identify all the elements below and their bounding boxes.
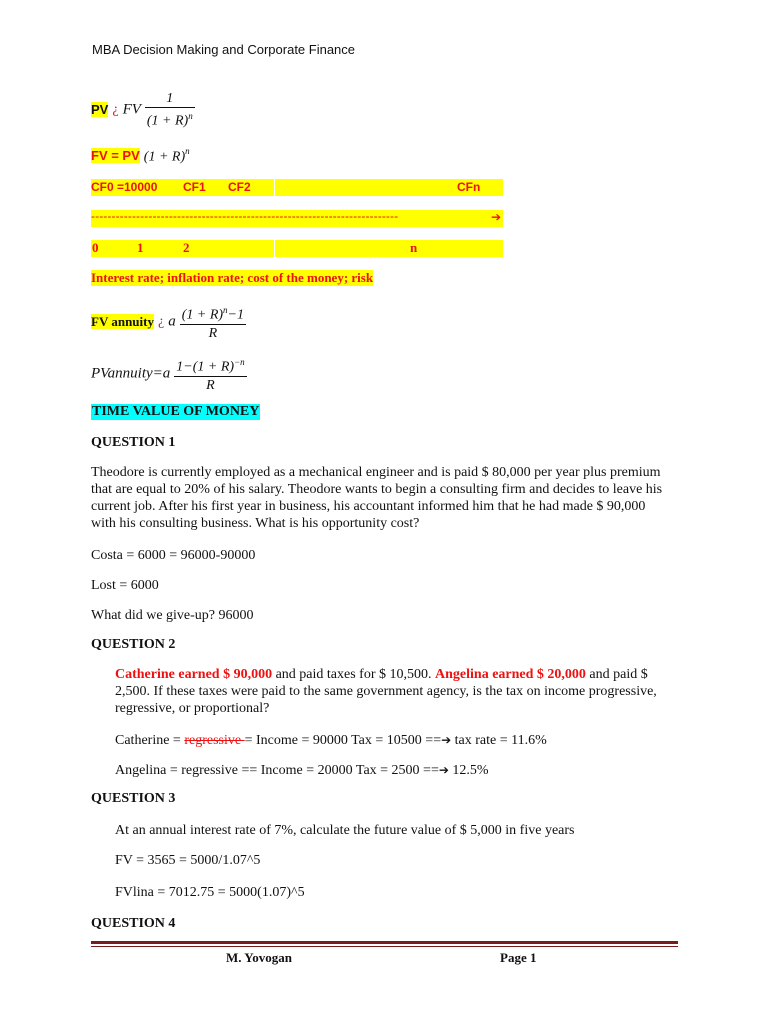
pva-num-text: 1−(1 + R) [176, 359, 235, 375]
fv-annuity-a: a [168, 313, 176, 330]
pv-den-text: (1 + R) [146, 113, 189, 129]
fv-annuity-symbol: ¿ [157, 313, 165, 329]
q1-answer-giveup: What did we give-up? 96000 [91, 608, 254, 623]
question-4-heading: QUESTION 4 [91, 916, 176, 931]
q2-line-1-mid: and paid taxes for $ 10,500. [272, 667, 436, 682]
catherine-strike: regressive [184, 733, 245, 748]
question-3-heading: QUESTION 3 [91, 791, 176, 806]
cf2-label: CF2 [228, 180, 251, 194]
period-2: 2 [183, 240, 190, 255]
pv-denominator [145, 108, 195, 130]
q2-answer-angelina [115, 762, 489, 779]
cf1-label: CF1 [183, 180, 206, 194]
pv-annuity-numerator [174, 354, 246, 377]
fv-annuity-numerator [180, 302, 246, 325]
cell-divider [274, 240, 275, 257]
catherine-earned: Catherine earned $ 90,000 [115, 667, 273, 682]
fv-exponent: n [185, 146, 190, 156]
pv-formula [91, 90, 195, 130]
footer-rule-thick [91, 941, 678, 944]
fv-rhs: (1 + R) [143, 149, 186, 165]
q1-line: current job. After his first year in business, his accountant informed him that he had made $ 90,000 [91, 499, 646, 514]
fv-label: FV = PV [91, 148, 140, 164]
q1-answer-cost: Costa = 6000 = 96000-90000 [91, 548, 256, 563]
angelina-earned: Angelina earned $ 20,000 [435, 667, 586, 682]
fva-num-text: (1 + R) [181, 307, 224, 323]
fv-annuity-label: FV annuity [91, 313, 154, 329]
q3-answer-pv: FV = 3565 = 5000/1.07^5 [115, 853, 261, 868]
footer-rule-thin [91, 946, 678, 947]
pv-fraction [145, 90, 195, 130]
fv-annuity-formula [91, 302, 246, 342]
factors-note: Interest rate; inflation rate; cost of the money; risk [91, 270, 374, 285]
q1-line: Theodore is currently employed as a mechanical engineer and is paid $ 80,000 per year plus premium [91, 465, 661, 480]
cf0-label: CF0 =10000 [91, 180, 158, 194]
q2-line-1 [115, 666, 681, 683]
q2-answer-catherine [115, 732, 547, 749]
section-title: TIME VALUE OF MONEY [92, 404, 260, 419]
angelina-text: Angelina = regressive == Income = 20000 Tax = 2500 == [115, 763, 439, 778]
angelina-rate: 12.5% [448, 763, 489, 778]
arrow-right-icon: ➔ [441, 733, 452, 747]
q1-line: that are equal to 20% of his salary. Theodore wants to begin a consulting firm and decides to leave his [91, 482, 663, 497]
pv-numerator: 1 [145, 90, 195, 108]
cell-divider [274, 179, 275, 196]
cashflow-row-labels [91, 179, 503, 196]
arrow-right-icon: ➔ [490, 210, 501, 224]
q2-line-3: regressive, or proportional? [115, 701, 270, 716]
question-1-text [91, 464, 681, 532]
timeline-periods [91, 240, 503, 257]
q1-answer-lost: Lost = 6000 [91, 578, 159, 593]
q1-line: with his consulting business. What is his opportunity cost? [91, 516, 420, 531]
pv-annuity-lhs: PVannuity=a [91, 365, 171, 382]
question-2-heading: QUESTION 2 [91, 637, 176, 652]
fv-formula [91, 146, 190, 165]
question-3-text: At an annual interest rate of 7%, calculate the future value of $ 5,000 in five years [115, 823, 575, 838]
footer-page-number: Page 1 [500, 950, 537, 965]
fv-annuity-fraction [180, 302, 246, 342]
timeline-dashes: --------------------------------------------------------------------------- [91, 210, 399, 223]
q2-line-2: 2,500. If these taxes were paid to the same government agency, is the tax on income progressive, [115, 684, 657, 699]
q2-line-1-end: and paid $ [585, 667, 648, 682]
timeline-arrow [91, 210, 503, 227]
footer-author: M. Yovogan [226, 950, 292, 965]
pv-exponent: n [188, 111, 193, 121]
pv-annuity-formula [91, 354, 247, 394]
cfn-label: CFn [457, 180, 481, 194]
period-0: 0 [92, 240, 99, 255]
period-n: n [410, 240, 418, 255]
catherine-rate: tax rate = 11.6% [451, 733, 547, 748]
pv-fv: FV [122, 101, 141, 118]
page-header-title: MBA Decision Making and Corporate Finance [92, 42, 356, 57]
question-1-heading: QUESTION 1 [91, 435, 176, 450]
arrow-right-icon: ➔ [438, 763, 449, 777]
q3-answer-fv: FVlina = 7012.75 = 5000(1.07)^5 [115, 885, 305, 900]
pv-symbol: ¿ [112, 101, 119, 117]
catherine-post: = Income = 90000 Tax = 10500 == [244, 733, 442, 748]
pv-annuity-fraction [174, 354, 246, 394]
fva-num-exp: n [223, 305, 228, 315]
fva-num-tail: −1 [227, 307, 244, 323]
catherine-pre: Catherine = [115, 733, 185, 748]
pv-label: PV [91, 102, 109, 118]
question-2-text [115, 666, 681, 717]
period-1: 1 [137, 240, 144, 255]
pv-annuity-denominator: R [206, 377, 215, 393]
fv-annuity-denominator: R [208, 325, 218, 341]
pva-num-exp: −n [234, 357, 245, 367]
